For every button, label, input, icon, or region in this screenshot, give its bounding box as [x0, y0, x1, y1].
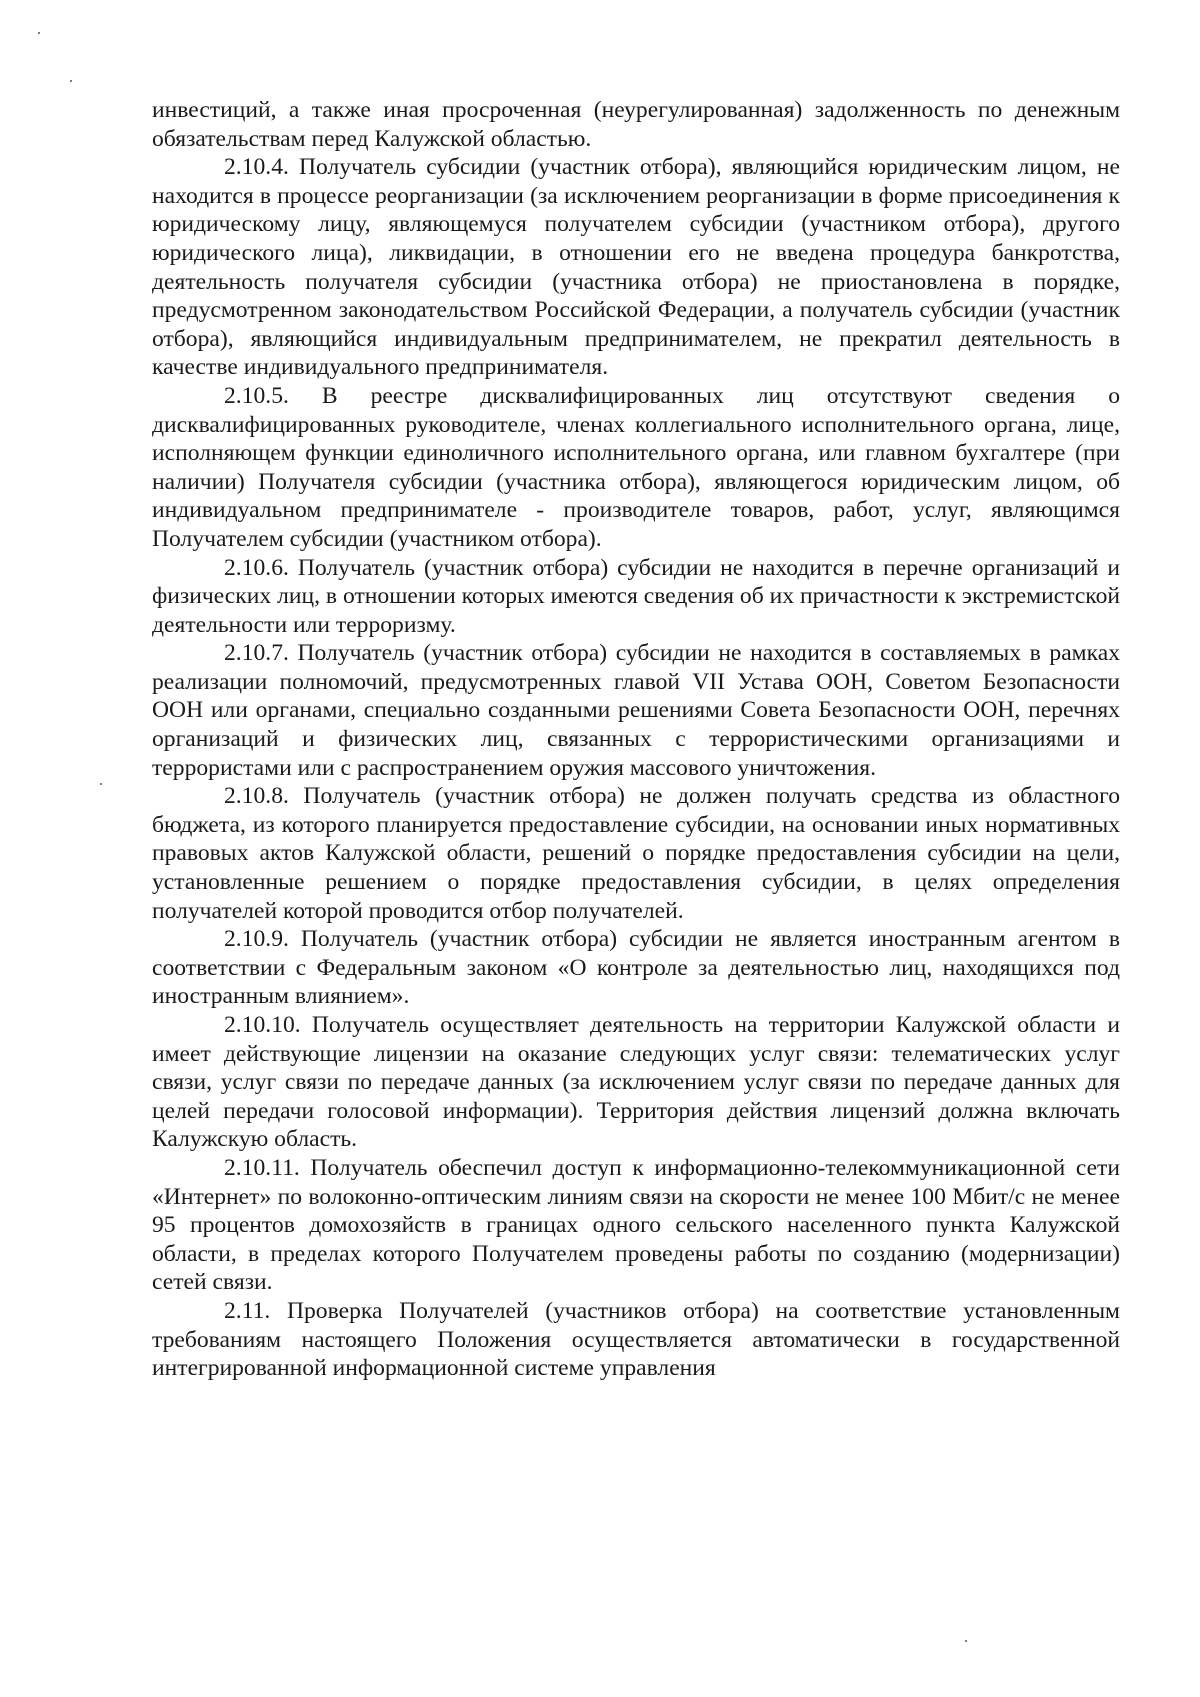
- paragraph-2-10-6: 2.10.6. Получатель (участник отбора) субсидии не находится в перечне организаций и физических лиц, в отношении которых имеются сведения об их причастности к экстремистской деятельности или терроризму.: [152, 554, 1120, 638]
- paragraph-2-11: 2.11. Проверка Получателей (участников отбора) на соответствие установленным требованиям настоящего Положения осуществляется автоматически в государственной интегрированной информационной системе управления: [152, 1297, 1120, 1382]
- paragraph-continuation: инвестиций, а также иная просроченная (неурегулированная) задолженность по денежным обязательствам перед Калужской областью.: [152, 97, 1120, 152]
- paragraph-2-10-11: 2.10.11. Получатель обеспечил доступ к информационно-телекоммуникационной сети «Интернет» по волоконно-оптическим линиям связи на скорости не менее 100 Мбит/с не менее 95 процентов домохозяйств в границах одного сельского населенного пункта Калужской области, в пределах которого Получателем проведены работы по созданию (модернизации) сетей связи.: [152, 1154, 1120, 1296]
- paragraph-2-10-7: 2.10.7. Получатель (участник отбора) субсидии не находится в составляемых в рамках реализации полномочий, предусмотренных главой VII Устава ООН, Советом Безопасности ООН или органами, специально созданными решениями Совета Безопасности ООН, перечнях организаций и физических лиц, связанных с террористическими организациями и террористами или с распространением оружия массового уничтожения.: [152, 640, 1120, 781]
- scan-speck: [100, 783, 102, 785]
- paragraph-2-10-4: 2.10.4. Получатель субсидии (участник отбора), являющийся юридическим лицом, не находится в процессе реорганизации (за исключением реорганизации в форме присоединения к юридическому лицу, являющемуся получателем субсидии (участником отбора), другого юридического лица), ликвидации, в отношении его не введена процедура банкротства, деятельность получателя субсидии (участника отбора) не приостановлена в порядке, предусмотренном законодательством Российской Федерации, а получатель субсидии (участник отбора), являющийся индивидуальным предпринимателем, не прекратил деятельность в качестве индивидуального предпринимателя.: [152, 154, 1120, 381]
- document-body: [152, 96, 1120, 1383]
- paragraph-2-10-5: 2.10.5. В реестре дисквалифицированных лиц отсутствуют сведения о дисквалифицированных руководителе, членах коллегиального исполнительного органа, лице, исполняющем функции единоличного исполнительного органа, или главном бухгалтере (при наличии) Получателя субсидии (участника отбора), являющегося юридическим лицом, об индивидуальном предпринимателе - производителе товаров, работ, услуг, являющимся Получателем субсидии (участником отбора).: [152, 382, 1120, 552]
- paragraph-2-10-10: 2.10.10. Получатель осуществляет деятельность на территории Калужской области и имеет действующие лицензии на оказание следующих услуг связи: телематических услуг связи, услуг связи по передаче данных (за исключением услуг связи по передаче данных для целей передачи голосовой информации). Территория действия лицензий должна включать Калужскую область.: [152, 1012, 1120, 1153]
- paragraph-2-10-9: 2.10.9. Получатель (участник отбора) субсидии не является иностранным агентом в соответствии с Федеральным законом «О контроле за деятельностью лиц, находящихся под иностранным влиянием».: [152, 926, 1120, 1010]
- scan-speck: [965, 1640, 967, 1642]
- scan-speck: [70, 80, 72, 82]
- scan-speck: [38, 32, 40, 34]
- paragraph-2-10-8: 2.10.8. Получатель (участник отбора) не должен получать средства из областного бюджета, из которого планируется предоставление субсидии, на основании иных нормативных правовых актов Калужской области, решений о порядке предоставления субсидии на цели, установленные решением о порядке предоставления субсидии, в целях определения получателей которой проводится отбор получателей.: [152, 783, 1120, 924]
